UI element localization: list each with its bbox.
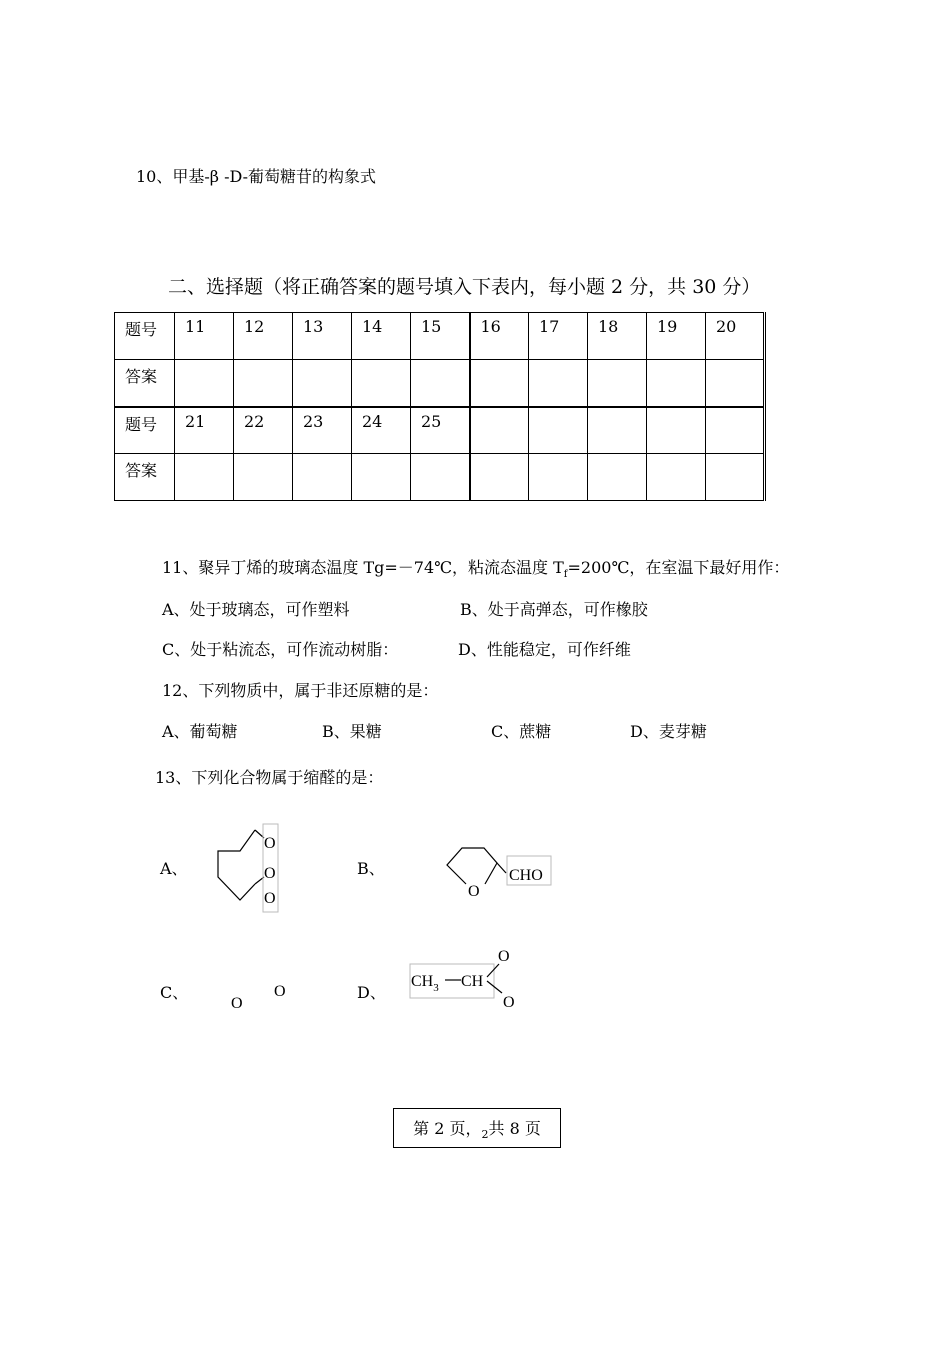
structure-d-ch: CH <box>461 973 484 990</box>
option-a-label: A、 <box>160 859 188 878</box>
grid-answer-cell[interactable] <box>470 360 529 407</box>
grid-label-number: 题号 <box>115 407 175 454</box>
question-12-option-a: A、葡萄糖 <box>162 722 238 741</box>
grid-number-cell: 13 <box>293 313 352 360</box>
grid-number-cell: 21 <box>175 407 234 454</box>
structure-d-ch3: $CH_3$ <box>411 973 439 994</box>
question-11-stem-part2: =200℃，在室温下最好用作： <box>567 558 790 577</box>
grid-number-cell <box>588 407 647 454</box>
grid-answer-cell[interactable] <box>588 454 647 501</box>
grid-label-answer: 答案 <box>115 360 175 407</box>
grid-answer-cell[interactable] <box>470 454 529 501</box>
grid-number-cell: 19 <box>647 313 706 360</box>
structure-b-drawing <box>440 840 560 902</box>
section-2-title: 二、选择题（将正确答案的题号填入下表内，每小题 2 分，共 30 分） <box>168 276 761 298</box>
grid-number-cell: 20 <box>706 313 765 360</box>
grid-answer-cell[interactable] <box>706 454 765 501</box>
question-12-stem: 12、下列物质中，属于非还原糖的是： <box>162 681 439 700</box>
grid-answer-cell[interactable] <box>647 360 706 407</box>
question-12-option-b: B、果糖 <box>322 722 382 741</box>
grid-number-cell: 17 <box>529 313 588 360</box>
question-11-stem <box>162 555 789 580</box>
grid-row-answers-1 <box>115 360 765 407</box>
structure-d-o-top: O <box>498 948 510 965</box>
grid-number-cell: 16 <box>470 313 529 360</box>
grid-answer-cell[interactable] <box>529 360 588 407</box>
page-indicator-current: 第 2 页， <box>413 1119 482 1138</box>
question-11-option-a: A、处于玻璃态，可作塑料 <box>162 600 350 619</box>
page-indicator <box>393 1108 561 1148</box>
structure-c-drawing <box>225 978 305 1018</box>
structure-a-carbonyl-o-top: O <box>264 835 276 852</box>
question-11-option-c: C、处于粘流态，可作流动树脂： <box>162 640 399 659</box>
grid-answer-cell[interactable] <box>293 360 352 407</box>
structure-a-carbonyl-o-bottom: O <box>264 890 276 907</box>
structure-a-drawing <box>200 820 310 916</box>
grid-number-cell: 23 <box>293 407 352 454</box>
question-11-stem-part1: 11、聚异丁烯的玻璃态温度 Tg=－74℃，粘流态温度 T <box>162 558 564 577</box>
question-10: 10、甲基-β -D-葡萄糖苷的构象式 <box>136 167 377 186</box>
grid-answer-cell[interactable] <box>411 454 470 501</box>
grid-answer-cell[interactable] <box>706 360 765 407</box>
grid-number-cell: 14 <box>352 313 411 360</box>
grid-answer-cell[interactable] <box>293 454 352 501</box>
question-13-stem: 13、下列化合物属于缩醛的是： <box>155 768 384 787</box>
structure-b-ring-o: O <box>468 883 480 900</box>
grid-answer-cell[interactable] <box>175 360 234 407</box>
grid-answer-cell[interactable] <box>529 454 588 501</box>
option-c-label: C、 <box>160 983 189 1002</box>
grid-answer-cell[interactable] <box>588 360 647 407</box>
grid-answer-cell[interactable] <box>411 360 470 407</box>
grid-number-cell: 22 <box>234 407 293 454</box>
grid-answer-cell[interactable] <box>352 454 411 501</box>
question-12-option-c: C、蔗糖 <box>491 722 552 741</box>
grid-number-cell: 24 <box>352 407 411 454</box>
structure-d-drawing <box>405 944 535 1014</box>
grid-number-cell <box>470 407 529 454</box>
structure-c-o-right: O <box>274 983 286 1000</box>
structure-a <box>200 820 310 920</box>
grid-number-cell: 15 <box>411 313 470 360</box>
question-11-stem-subscript: f <box>563 569 568 581</box>
structure-b-cho: CHO <box>509 867 543 884</box>
page-indicator-subscript: 2 <box>481 1128 489 1142</box>
grid-answer-cell[interactable] <box>234 454 293 501</box>
structure-a-ring-o: O <box>264 865 276 882</box>
structure-b <box>440 840 560 906</box>
grid-answer-cell[interactable] <box>352 360 411 407</box>
grid-answer-cell[interactable] <box>234 360 293 407</box>
grid-answer-cell[interactable] <box>647 454 706 501</box>
question-11-option-b: B、处于高弹态，可作橡胶 <box>460 600 648 619</box>
grid-number-cell: 11 <box>175 313 234 360</box>
answer-grid <box>114 312 766 501</box>
structure-c <box>225 978 305 1022</box>
option-b-label: B、 <box>357 859 385 878</box>
question-12-option-d: D、麦芽糖 <box>630 722 707 741</box>
grid-number-cell: 18 <box>588 313 647 360</box>
structure-d <box>405 944 535 1018</box>
grid-number-cell <box>647 407 706 454</box>
grid-row-numbers-2 <box>115 407 765 454</box>
option-d-label: D、 <box>357 983 386 1002</box>
page-indicator-total: 共 8 页 <box>488 1119 541 1138</box>
grid-number-cell: 12 <box>234 313 293 360</box>
grid-number-cell <box>529 407 588 454</box>
structure-d-o-bottom: O <box>503 994 515 1011</box>
grid-row-answers-2 <box>115 454 765 501</box>
grid-number-cell: 25 <box>411 407 470 454</box>
grid-label-answer: 答案 <box>115 454 175 501</box>
grid-answer-cell[interactable] <box>175 454 234 501</box>
structure-c-o-left: O <box>231 995 243 1012</box>
grid-row-numbers-1 <box>115 313 765 360</box>
grid-label-number: 题号 <box>115 313 175 360</box>
grid-number-cell <box>706 407 765 454</box>
question-11-option-d: D、性能稳定，可作纤维 <box>458 640 631 659</box>
